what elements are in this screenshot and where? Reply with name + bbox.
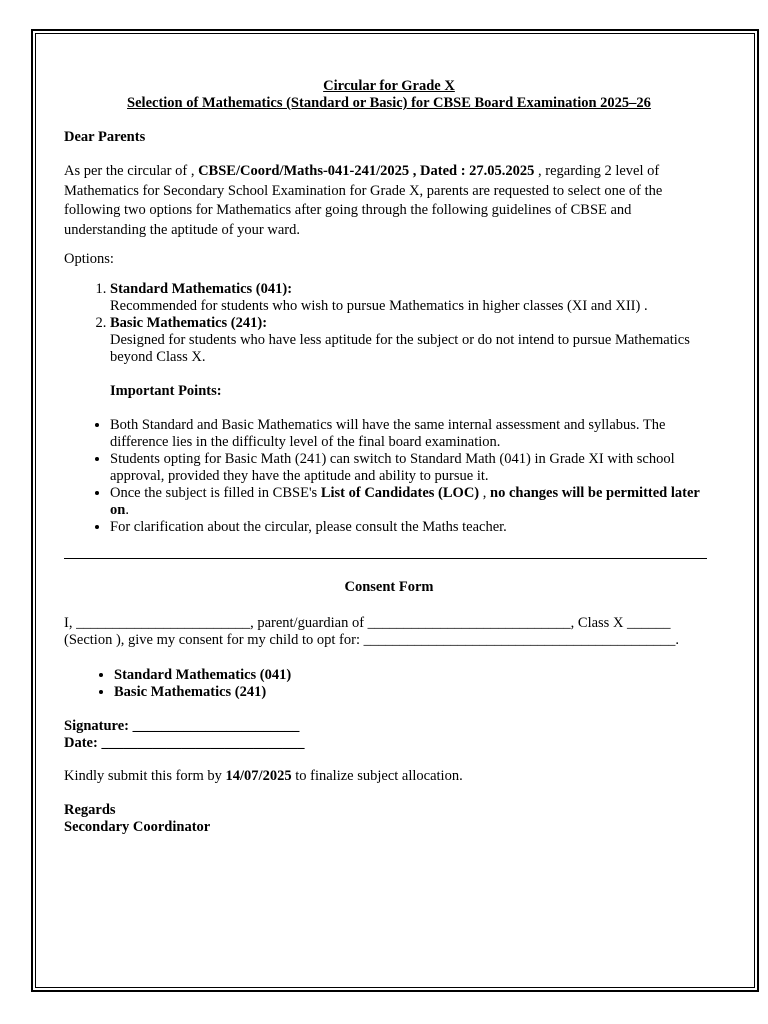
submission-note: [64, 768, 714, 785]
consent-form-title: Consent Form: [344, 579, 434, 595]
option-basic-title: 2. Basic Mathematics (241):: [110, 315, 268, 331]
date-line: Date: ____________________________: [64, 735, 305, 751]
submission-text-end: to finalize subject allocation.: [291, 768, 463, 784]
important-points-list: [64, 417, 714, 536]
document-body: [64, 78, 714, 836]
no-changes-text: no changes will be permitted later on: [110, 485, 700, 518]
option-basic: [110, 315, 714, 366]
intro-paragraph: [64, 162, 714, 240]
loc-text: List of Candidates (LOC): [320, 485, 480, 501]
options-list: [64, 281, 714, 366]
submission-deadline: 14/07/2025: [225, 768, 292, 784]
important-points-label: Important Points:: [110, 383, 222, 399]
consent-option-standard: • Standard Mathematics (041): [114, 667, 714, 684]
consent-option-basic: • Basic Mathematics (241): [114, 684, 714, 701]
point-item: • Students opting for Basic Math (241) can switch to Standard Math (041) in Grade XI with school approval, provided they have the aptitude and ability to pursue it.: [110, 451, 714, 485]
signature-line: Signature: _______________________: [64, 718, 300, 734]
point-text: Once the subject is filled in CBSE's: [110, 485, 321, 501]
intro-text-start: As per the circular of ,: [64, 163, 199, 179]
consent-statement: I, ________________________, parent/guardian of ____________________________, Class X ______ (Section ), give my consent for my child to opt for: ___________________________________________.: [64, 615, 679, 648]
point-item: • Both Standard and Basic Mathematics will have the same internal assessment and syllabus. The difference lies in the difficulty level of the final board examination.: [110, 417, 714, 451]
circular-subtitle: Selection of Mathematics (Standard or Basic) for CBSE Board Examination 2025–26: [127, 95, 651, 111]
section-divider: [64, 558, 707, 559]
point-item: • For clarification about the circular, please consult the Maths teacher.: [110, 519, 714, 536]
option-basic-desc: Designed for students who have less aptitude for the subject or do not intend to pursue Mathematics beyond Class X.: [110, 332, 690, 365]
options-label: Options:: [64, 251, 114, 267]
option-standard-desc: Recommended for students who wish to pursue Mathematics in higher classes (XI and XII) .: [110, 298, 648, 314]
intro-text-end: , regarding 2 level of Mathematics for Secondary School Examination for Grade X, parents are requested to select one of the following two options for Mathematics after going through the following guidelines of CBSE and understanding the aptitude of your ward.: [64, 163, 663, 238]
point-item: [110, 485, 714, 519]
signoff-text: Secondary Coordinator: [64, 819, 211, 835]
circular-title: Circular for Grade X: [323, 78, 455, 94]
regards-text: Regards: [64, 802, 116, 818]
circular-reference: CBSE/Coord/Maths-041-241/2025 , Dated : 27.05.2025: [198, 163, 535, 179]
submission-text-start: Kindly submit this form by: [64, 768, 226, 784]
option-standard-title: 1. Standard Mathematics (041):: [110, 281, 293, 297]
option-standard: [110, 281, 714, 315]
point-text: .: [125, 502, 129, 518]
consent-options-list: [64, 667, 714, 701]
salutation: Dear Parents: [64, 129, 146, 145]
point-text: ,: [479, 485, 491, 501]
circular-heading: [64, 78, 714, 112]
